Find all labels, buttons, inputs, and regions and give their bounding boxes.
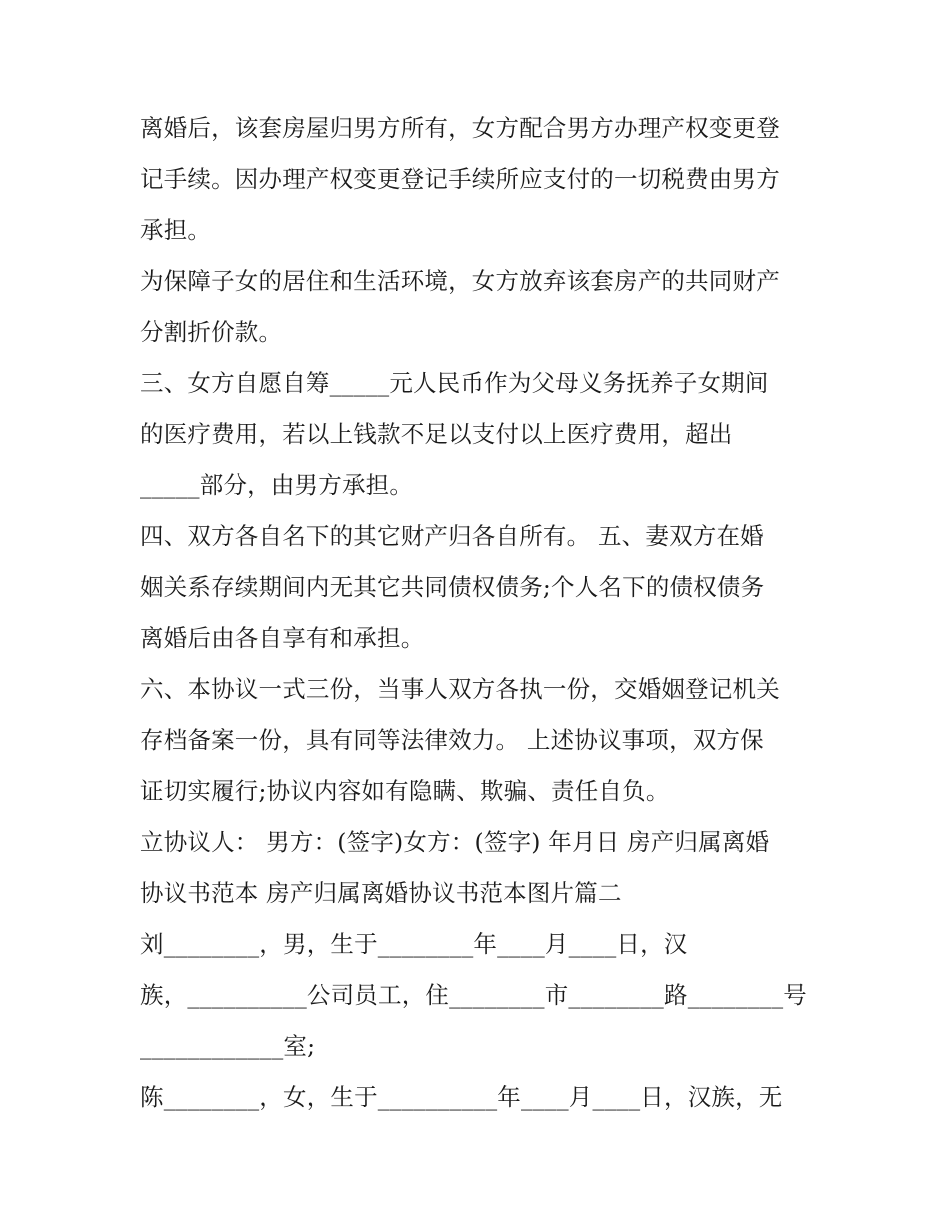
text-line: 离婚后，该套房屋归男方所有，女方配合男方办理产权变更登 (140, 114, 780, 142)
paragraph-property-ownership (140, 103, 830, 256)
text-line: 承担。 (140, 216, 212, 244)
text-line: 姻关系存续期间内无其它共同债权债务;个人名下的债权债务 (140, 573, 765, 601)
paragraph-children-residence (140, 256, 830, 358)
paragraph-party-male (140, 919, 830, 1072)
paragraph-party-female (140, 1072, 830, 1123)
paragraph-clause-four-five (140, 511, 830, 664)
text-line: 分割折价款。 (140, 318, 283, 346)
text-line: _____部分，由男方承担。 (140, 471, 414, 499)
text-line: ____________室; (140, 1032, 316, 1060)
paragraph-clause-six (140, 664, 830, 817)
text-line: 三、女方自愿自筹_____元人民币作为父母义务抚养子女期间 (140, 369, 769, 397)
text-line: 的医疗费用，若以上钱款不足以支付以上医疗费用，超出 (140, 420, 733, 448)
text-line: 为保障子女的居住和生活环境，女方放弃该套房产的共同财产 (140, 267, 780, 295)
text-line: 六、本协议一式三份，当事人双方各执一份，交婚姻登记机关 (140, 675, 780, 703)
text-line: 记手续。因办理产权变更登记手续所应支付的一切税费由男方 (140, 165, 780, 193)
paragraph-signatories (140, 817, 830, 919)
text-line: 离婚后由各自享有和承担。 (140, 624, 425, 652)
text-line: 存档备案一份，具有同等法律效力。 上述协议事项，双方保 (140, 726, 764, 754)
text-line: 协议书范本 房产归属离婚协议书范本图片篇二 (140, 879, 622, 907)
text-line: 刘________，男，生于________年____月____日，汉 (140, 930, 688, 958)
document-body (140, 103, 830, 1123)
text-line: 陈________，女，生于__________年____月____日，汉族，无 (140, 1083, 783, 1111)
text-line: 证切实履行;协议内容如有隐瞒、欺骗、责任自负。 (140, 777, 670, 805)
text-line: 立协议人： 男方：(签字)女方：(签字) 年月日 房产归属离婚 (140, 828, 770, 856)
text-line: 四、双方各自名下的其它财产归各自所有。 五、妻双方在婚 (140, 522, 764, 550)
paragraph-clause-three (140, 358, 830, 511)
text-line: 族，__________公司员工，住________市________路________号 (140, 981, 807, 1009)
